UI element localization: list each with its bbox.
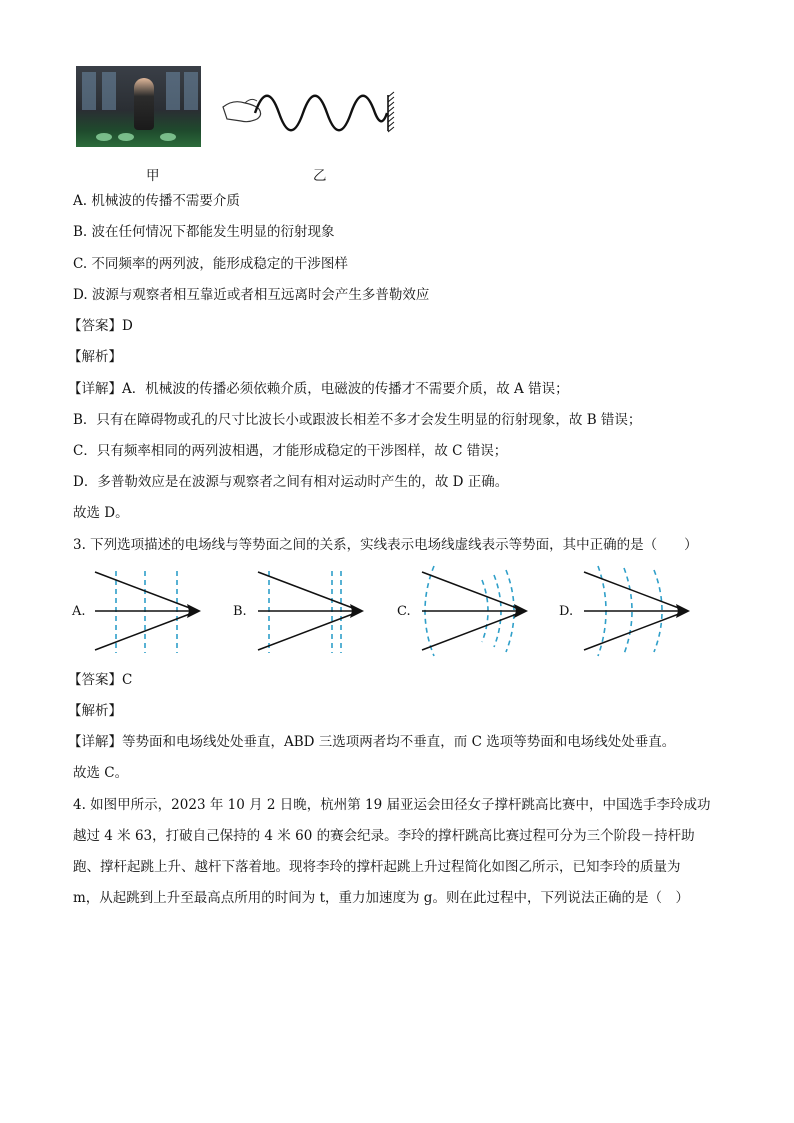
q4-line-2: 越过 4 米 63，打破自己保持的 4 米 60 的赛会纪录。李玲的撑杆跳高比赛过程可分为三个阶段－持杆助 bbox=[73, 828, 695, 844]
q4-line-3: 跑、撑杆起跳上升、越杆下落着地。现将李玲的撑杆起跳上升过程简化如图乙所示，已知李玲的质量为 bbox=[73, 859, 681, 875]
q3-option-a-label: A. bbox=[72, 604, 86, 619]
q4-line-4: m，从起跳到上升至最高点所用的时间为 t，重力加速度为 g。则在此过程中，下列说法正确的是（ ） bbox=[73, 890, 689, 906]
q2-answer: 【答案】D bbox=[68, 318, 133, 334]
q3-answer: 【答案】C bbox=[68, 672, 133, 688]
q2-analysis-heading: 【解析】 bbox=[68, 349, 122, 365]
q3-option-b-label: B. bbox=[233, 604, 247, 619]
q2-detail-d: D．多普勒效应是在波源与观察者之间有相对运动时产生的，故 D 正确。 bbox=[73, 474, 509, 490]
figure-label-jia: 甲 bbox=[146, 168, 160, 184]
q2-detail-a: 【详解】A．机械波的传播必须依赖介质，电磁波的传播才不需要介质，故 A 错误； bbox=[68, 381, 569, 397]
q2-detail-c: C．只有频率相同的两列波相遇，才能形成稳定的干涉图样，故 C 错误； bbox=[73, 443, 508, 459]
q3-option-c-label: C. bbox=[397, 604, 411, 619]
q3-analysis-heading: 【解析】 bbox=[68, 703, 122, 719]
q2-detail-b: B．只有在障碍物或孔的尺寸比波长小或跟波长相差不多才会发生明显的衍射现象，故 B 错误； bbox=[73, 412, 642, 428]
figure-label-yi: 乙 bbox=[313, 168, 327, 184]
q3-figure-a bbox=[85, 568, 210, 656]
q2-option-b: B. 波在任何情况下都能发生明显的衍射现象 bbox=[73, 224, 335, 240]
figure-wave-yi bbox=[215, 85, 405, 140]
figure-photo-jia bbox=[76, 66, 201, 147]
q2-option-d: D. 波源与观察者相互靠近或者相互远离时会产生多普勒效应 bbox=[73, 287, 430, 303]
q2-option-a: A. 机械波的传播不需要介质 bbox=[73, 193, 240, 209]
q2-option-c: C. 不同频率的两列波，能形成稳定的干涉图样 bbox=[73, 256, 348, 272]
q3-option-d-label: D. bbox=[559, 604, 574, 619]
q3-conclusion: 故选 C。 bbox=[73, 765, 129, 781]
q4-line-1: 4. 如图甲所示，2023 年 10 月 2 日晚，杭州第 19 届亚运会田径女子撑杆跳高比赛中，中国选手李玲成功 bbox=[73, 797, 711, 813]
q3-stem: 3. 下列选项描述的电场线与等势面之间的关系，实线表示电场线虚线表示等势面，其中正确的是（ ） bbox=[73, 537, 698, 553]
q3-detail: 【详解】等势面和电场线处处垂直，ABD 三选项两者均不垂直，而 C 选项等势面和电场线处处垂直。 bbox=[68, 734, 676, 750]
q3-figure-c bbox=[412, 562, 537, 660]
q2-conclusion: 故选 D。 bbox=[73, 505, 129, 521]
q3-figure-d bbox=[574, 562, 699, 660]
q3-figure-b bbox=[248, 568, 373, 656]
